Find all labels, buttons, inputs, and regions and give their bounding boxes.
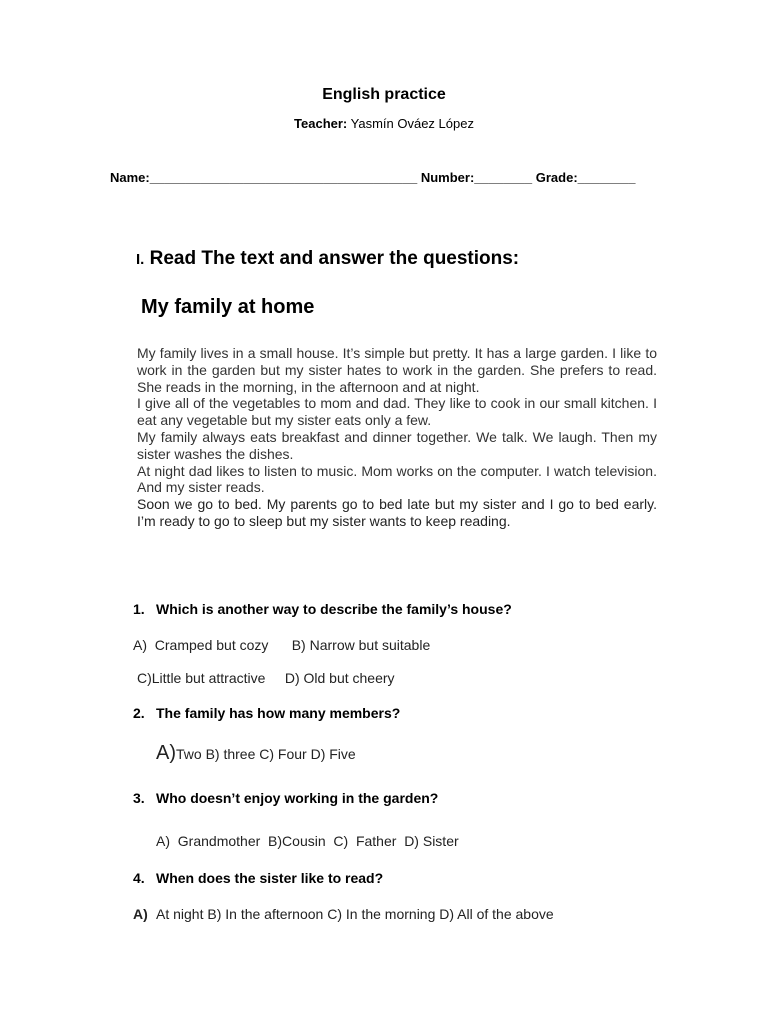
passage-paragraph: Soon we go to bed. My parents go to bed late but my sister and I go to bed early. I’m ready to go to sleep but my sister wants to keep reading.: [137, 496, 657, 529]
section-number: I.: [136, 251, 145, 268]
reading-passage: [137, 345, 657, 530]
question-text: When does the sister like to read?: [156, 870, 384, 886]
teacher-line: [0, 116, 768, 131]
student-info-fields: Name:_____________________________________ Number:________ Grade:________: [110, 170, 636, 185]
question-number: 2.: [133, 705, 145, 721]
teacher-name: Yasmín Ováez López: [347, 116, 474, 131]
passage-paragraph: My family always eats breakfast and dinner together. We talk. We laugh. Then my sister washes the dishes.: [137, 428, 657, 462]
passage-paragraph: My family lives in a small house. It’s simple but pretty. It has a large garden. I like to work in the garden but my sister hates to work in the garden. She prefers to read. She reads in the morning, in the afternoon and at night.: [137, 345, 657, 395]
passage-paragraph: I give all of the vegetables to mom and dad. They like to cook in our small kitchen. I eat any vegetable but my sister eats only a few.: [137, 395, 657, 429]
question-text: Who doesn’t enjoy working in the garden?: [156, 790, 439, 806]
question-1-options-row-1: A) Cramped but cozy B) Narrow but suitable: [133, 637, 431, 653]
options-text: At night B) In the afternoon C) In the morning D) All of the above: [156, 906, 554, 922]
question-number: 4.: [133, 870, 145, 886]
option-a-label: A): [156, 742, 176, 764]
teacher-label: Teacher:: [294, 116, 348, 131]
question-3-options: A) Grandmother B)Cousin C) Father D) Sister: [156, 833, 459, 849]
question-4-options: [133, 906, 554, 922]
section-heading: [136, 248, 519, 270]
passage-paragraph: At night dad likes to listen to music. Mom works on the computer. I watch television. And my sister reads.: [137, 462, 657, 496]
worksheet-title: English practice: [322, 86, 446, 103]
question-2-options: [156, 742, 356, 765]
question-3: [133, 790, 438, 806]
section-instructions: Read The text and answer the questions:: [144, 248, 520, 269]
option-a-label: A): [133, 906, 148, 922]
question-number: 3.: [133, 790, 145, 806]
question-text: Which is another way to describe the family’s house?: [156, 601, 512, 617]
question-1: [133, 601, 512, 617]
question-1-options-row-2: C)Little but attractive D) Old but cheery: [137, 670, 395, 686]
question-number: 1.: [133, 601, 145, 617]
options-text: Two B) three C) Four D) Five: [176, 746, 356, 762]
question-4: [133, 870, 383, 886]
question-text: The family has how many members?: [156, 705, 401, 721]
question-2: [133, 705, 400, 721]
reading-title: My family at home: [141, 296, 315, 318]
